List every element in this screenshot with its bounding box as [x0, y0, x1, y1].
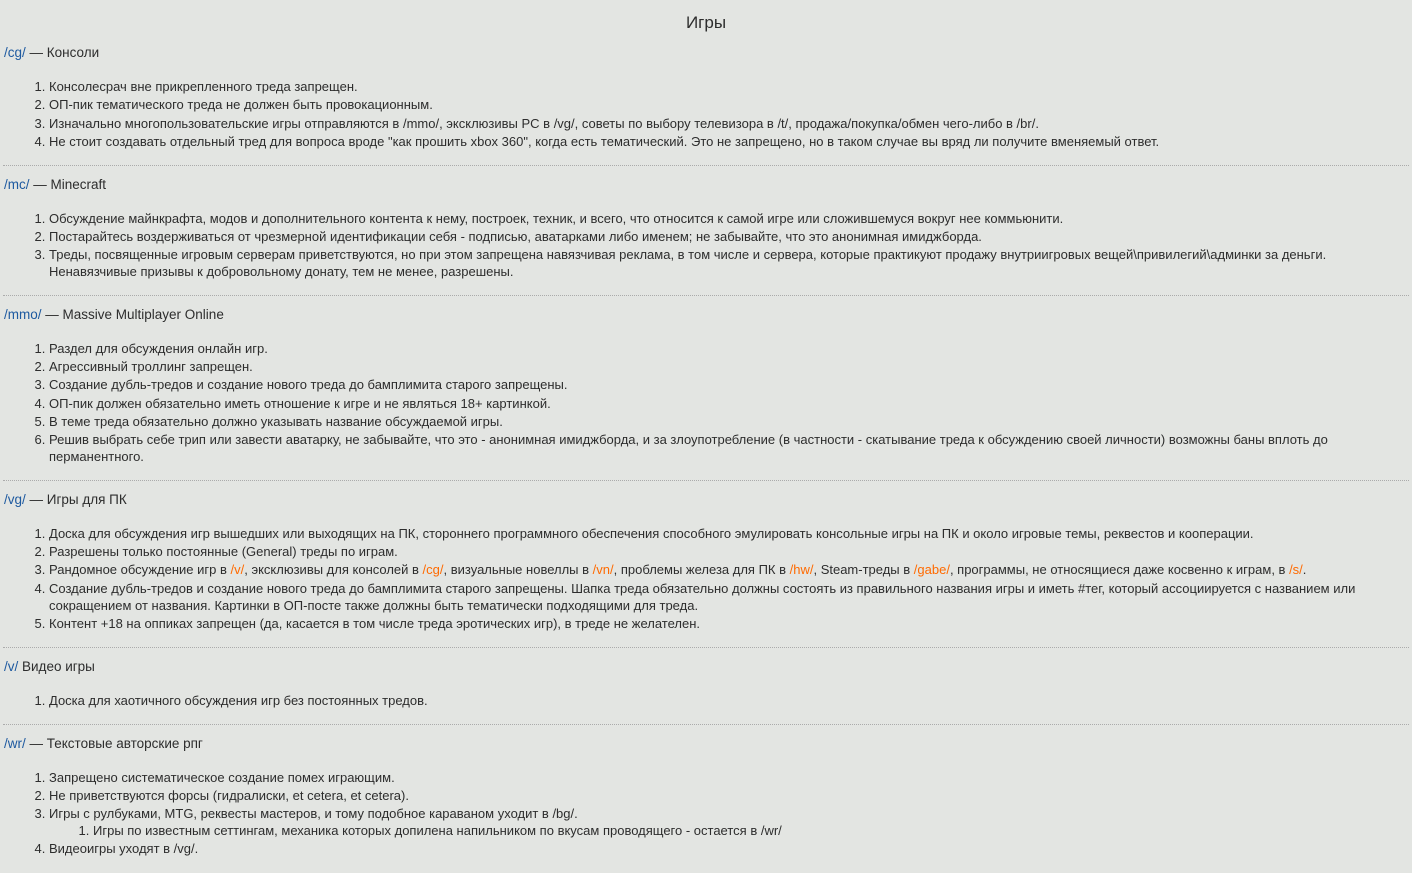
- rule-item: 3. Создание дубль-тредов и создание нового треда до бамплимита старого запрещены.: [49, 376, 1409, 393]
- rule-item: 1. Доска для обсуждения игр вышедших или выходящих на ПК, стороннего программного обеспечения способного эмулировать консольные игры на ПК и около игровые темы, реквестов и кооперации.: [49, 525, 1409, 542]
- board-description: — Massive Multiplayer Online: [41, 307, 224, 323]
- rule-item: 1. Консолесрач вне прикрепленного треда запрещен.: [49, 78, 1409, 95]
- rules-list: [3, 692, 1409, 709]
- rule-item: 1. Доска для хаотичного обсуждения игр без постоянных тредов.: [49, 692, 1409, 709]
- page-title: Игры: [685, 13, 727, 32]
- board-link[interactable]: /wr/: [4, 735, 26, 751]
- section-header: [4, 658, 1409, 676]
- section-header: [4, 491, 1409, 509]
- section-mc: [3, 176, 1409, 280]
- rule-item: 1. Обсуждение майнкрафта, модов и дополнительного контента к нему, построек, техник, и всего, что относится к самой игре или сложившемуся вокруг нее коммьюнити.: [49, 210, 1409, 227]
- rules-list: [3, 210, 1409, 281]
- section-separator: [3, 165, 1409, 166]
- rule-item: 2. Постарайтесь воздерживаться от чрезмерной идентификации себя - подписью, аватарками либо именем; не забывайте, что это анонимная имиджборда.: [49, 228, 1409, 245]
- board-description: Видео игры: [18, 658, 95, 674]
- section-mmo: [3, 306, 1409, 465]
- rule-item: 2. Не приветствуются форсы (гидралиски, et cetera, et cetera).: [49, 787, 1409, 804]
- rule-item: 5. В теме треда обязательно должно указывать название обсуждаемой игры.: [49, 413, 1409, 430]
- rules-list: [3, 525, 1409, 632]
- rule-item: 3. Изначально многопользовательские игры отправляются в /mmo/, эксклюзивы PC в /vg/, советы по выбору телевизора в /t/, продажа/покупка/обмен чего-либо в /br/.: [49, 115, 1409, 132]
- rule-item: 3. Игры с рулбуками, MTG, реквесты мастеров, и тому подобное караваном уходит в /bg/. 1. Игры по известным сеттингам, механика которых допилена напильником по вкусам проводящего - остается в /wr/: [49, 805, 1409, 839]
- board-description: — Minecraft: [29, 176, 107, 192]
- sub-rules-list: [49, 822, 1409, 839]
- board-link[interactable]: /v/: [4, 658, 19, 674]
- section-wr: [3, 735, 1409, 858]
- rule-item: 4. Создание дубль-тредов и создание нового треда до бамплимита старого запрещены. Шапка треда обязательно должны состоять из правильного названия игры и иметь #тег, который ассоциируется с названием или сокращением от названия. Картинки в ОП-посте также должны быть тематически подходящими для треда.: [49, 580, 1409, 614]
- section-header: [4, 306, 1409, 324]
- board-description: — Текстовые авторские рпг: [25, 735, 203, 751]
- section-vg: [3, 491, 1409, 632]
- section-separator: [3, 724, 1409, 725]
- section-header: [4, 176, 1409, 194]
- rule-item: 2. Агрессивный троллинг запрещен.: [49, 358, 1409, 375]
- rule-item: 4. ОП-пик должен обязательно иметь отношение к игре и не являться 18+ картинкой.: [49, 395, 1409, 412]
- rules-list: [3, 340, 1409, 465]
- rule-item: 6. Решив выбрать себе трип или завести аватарку, не забывайте, что это - анонимная имиджборда, и за злоупотребление (в частности - скатывание треда к обсуждению своей личности) возможны баны вплоть до перманентного.: [49, 431, 1409, 465]
- rule-item: 2. Разрешены только постоянные (General) треды по играм.: [49, 543, 1409, 560]
- section-separator: [3, 647, 1409, 648]
- inline-board-link[interactable]: /vn/: [592, 562, 614, 578]
- section-separator: [3, 295, 1409, 296]
- rule-item: 5. Контент +18 на оппиках запрещен (да, касается в том числе треда эротических игр), в треде не желателен.: [49, 615, 1409, 632]
- section-v: [3, 658, 1409, 709]
- inline-board-link[interactable]: /v/: [230, 562, 245, 578]
- sections-container: [3, 44, 1409, 857]
- rules-list: [3, 78, 1409, 150]
- rule-item: 2. ОП-пик тематического треда не должен быть провокационным.: [49, 96, 1409, 113]
- section-cg: [3, 44, 1409, 149]
- inline-board-link[interactable]: /gabe/: [913, 562, 950, 578]
- rule-item: 3. Треды, посвященные игровым серверам приветствуются, но при этом запрещена навязчивая реклама, в том числе и сервера, которые практикуют продажу внутриигровых вещей\привилегий\админки за деньги. Ненавязчивые призывы к добровольному донату, тем не менее, разрешены.: [49, 246, 1409, 280]
- section-header: [4, 735, 1409, 753]
- rule-item: 4. Видеоигры уходят в /vg/.: [49, 840, 1409, 857]
- section-separator: [3, 480, 1409, 481]
- inline-board-link[interactable]: /s/: [1289, 562, 1303, 578]
- board-description: — Игры для ПК: [25, 492, 127, 508]
- rule-item: 1. Запрещено систематическое создание помех играющим.: [49, 769, 1409, 786]
- rule-item: 4. Не стоит создавать отдельный тред для вопроса вроде "как прошить xbox 360", когда есть тематический. Это не запрещено, но в таком случае вы вряд ли получите вменяемый ответ.: [49, 133, 1409, 150]
- section-header: [4, 44, 1409, 62]
- board-description: — Консоли: [25, 45, 100, 61]
- rule-item: 1. Раздел для обсуждения онлайн игр.: [49, 340, 1409, 357]
- rules-list: [3, 769, 1409, 858]
- board-link[interactable]: /vg/: [4, 492, 26, 508]
- board-link[interactable]: /mc/: [4, 176, 30, 192]
- rule-item: 3. Рандомное обсуждение игр в /v/, эксклюзивы для консолей в /cg/, визуальные новеллы в /vn/, проблемы железа для ПК в /hw/, Steam-треды в /gabe/, программы, не относящиеся даже косвенно к играм, в /s/.: [49, 561, 1409, 578]
- board-link[interactable]: /mmo/: [4, 307, 42, 323]
- rule-item: 1. Игры по известным сеттингам, механика которых допилена напильником по вкусам проводящего - остается в /wr/: [93, 822, 1409, 839]
- inline-board-link[interactable]: /hw/: [789, 562, 814, 578]
- board-link[interactable]: /cg/: [4, 45, 26, 61]
- inline-board-link[interactable]: /cg/: [422, 562, 444, 578]
